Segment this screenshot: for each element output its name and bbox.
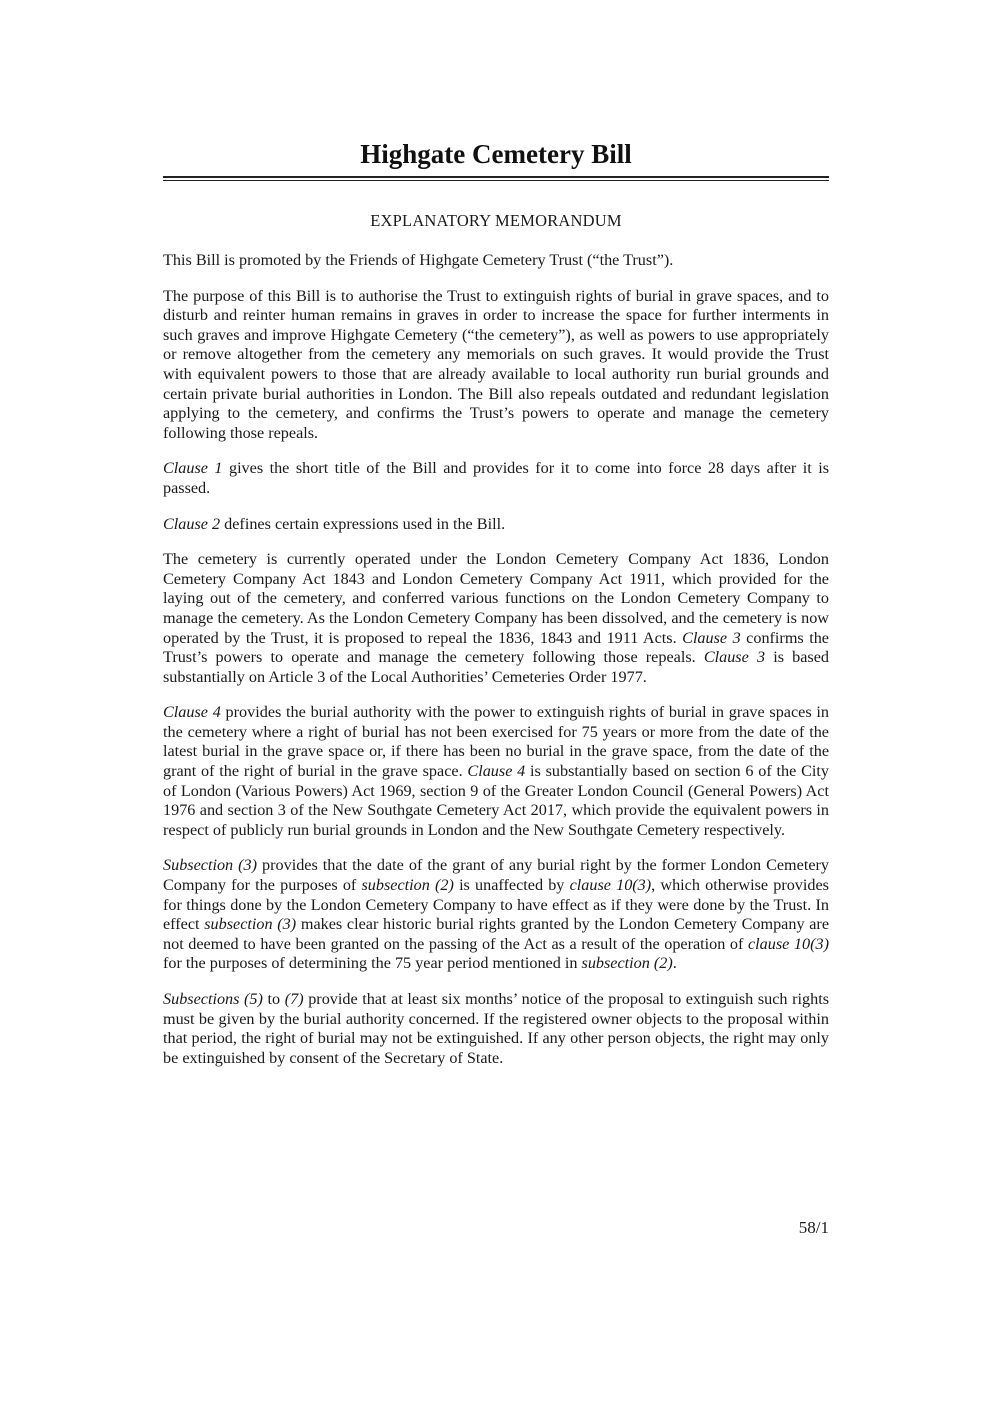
clause-ref: Clause 1: [163, 459, 223, 478]
clause-ref: subsection (3): [204, 915, 297, 934]
clause-ref: Clause 4: [467, 762, 526, 781]
clause-ref: Clause 3: [703, 648, 766, 667]
paragraph-text: defines certain expressions used in the Bill.: [220, 514, 506, 533]
paragraph-text: confirms the Trust’s powers to operate and manage the cemetery following those repeals.: [163, 628, 829, 667]
clause-ref: Clause 3: [682, 628, 741, 647]
paragraph-clause-4: [163, 703, 829, 840]
paragraph-subsection-3: [163, 856, 829, 974]
title-rule-thin: [163, 180, 829, 181]
paragraph-promoter: This Bill is promoted by the Friends of Highgate Cemetery Trust (“the Trust”).: [163, 251, 674, 269]
title-rule-thick: [163, 176, 829, 178]
paragraph-text: is unaffected by: [453, 876, 570, 895]
paragraph-subsections-5-7: [163, 990, 829, 1068]
clause-ref: Subsection (3): [163, 856, 258, 875]
paragraph-text: makes clear historic burial rights granted by the London Cemetery Company are not deemed to have been granted on the passing of the Act as a result of the operation of: [163, 915, 830, 953]
paragraph-text: is based substantially on Article 3 of the Local Authorities’ Cemeteries Order 1977.: [163, 648, 830, 686]
paragraph-text: provides that the date of the grant of any burial right by the former London Cemetery Company for the purposes of: [163, 856, 829, 895]
paragraph-text: provides the burial authority with the power to extinguish rights of burial in grave spaces in the cemetery where a right of burial has not been exercised for 75 years or more from the date of the latest burial in the grave space or, if there has been no burial in the grave space, from the date of the grant of the right of burial in the grave space.: [163, 703, 829, 781]
paragraph-text: provide that at least six months’ notice of the proposal to extinguish such rights must be given by the burial authority concerned. If the registered owner objects to the proposal within that period, the right of burial may not be extinguished. If any other person objects, the right may only be extinguished by consent of the Secretary of State.: [163, 990, 830, 1067]
paragraph-text: gives the short title of the Bill and provides for it to come into force 28 days after it is passed.: [163, 459, 829, 497]
paragraph-clause-2: [163, 515, 829, 535]
clause-ref: Subsections (5): [163, 990, 263, 1008]
paragraph-text: The cemetery is currently operated under the London Cemetery Company Act 1836, London Cemetery Company Act 1843 and London Cemetery Company Act 1911, which provided for the laying out of the cemetery, and conferred various functions on the London Cemetery Company to manage the cemetery. As the London Cemetery Company has been dissolved, and the cemetery is now operated by the Trust, it is proposed to repeal the 1836, 1843 and 1911 Acts.: [163, 550, 829, 647]
clause-ref: subsection (2): [581, 954, 673, 973]
paragraph-text: , which otherwise provides for things done by the London Cemetery Company to have effect as if they were done by the Trust. In effect: [163, 876, 829, 934]
clause-ref: subsection (2): [361, 876, 454, 895]
section-heading: EXPLANATORY MEMORANDUM: [370, 211, 622, 230]
clause-ref: Clause 4: [163, 703, 221, 722]
clause-ref: clause 10(3): [748, 934, 829, 953]
clause-ref: (7): [284, 990, 304, 1008]
paragraph-text: to: [262, 990, 285, 1008]
document-page: [163, 138, 829, 1068]
paragraph-text: for the purposes of determining the 75 year period mentioned in: [163, 954, 582, 973]
clause-ref: clause 10(3): [569, 876, 652, 895]
paragraph-text: is substantially based on section 6 of the City of London (Various Powers) Act 1969, section 9 of the Greater London Council (General Powers) Act 1976 and section 3 of the New Southgate Cemetery Act 2017, which provide the equivalent powers in respect of publicly run burial grounds in London and the New Southgate Cemetery respectively.: [163, 762, 829, 839]
page-number: 58/1: [798, 1218, 829, 1237]
paragraph-text: .: [672, 954, 677, 973]
paragraph-clause-3: [163, 550, 829, 687]
page-title: Highgate Cemetery Bill: [360, 139, 632, 169]
paragraph-clause-1: [163, 459, 829, 498]
paragraph-purpose: The purpose of this Bill is to authorise the Trust to extinguish rights of burial in grave spaces, and to disturb and reinter human remains in graves in order to increase the space for further interments in such graves and improve Highgate Cemetery (“the cemetery”), as well as powers to use appropriately or remove altogether from the cemetery any memorials on such graves. It would provide the Trust with equivalent powers to those that are already available to local authority run burial grounds and certain private burial authorities in London. The Bill also repeals outdated and redundant legislation applying to the cemetery, and confirms the Trust’s powers to operate and manage the cemetery following those repeals.: [163, 286, 829, 442]
clause-ref: Clause 2: [163, 514, 221, 533]
